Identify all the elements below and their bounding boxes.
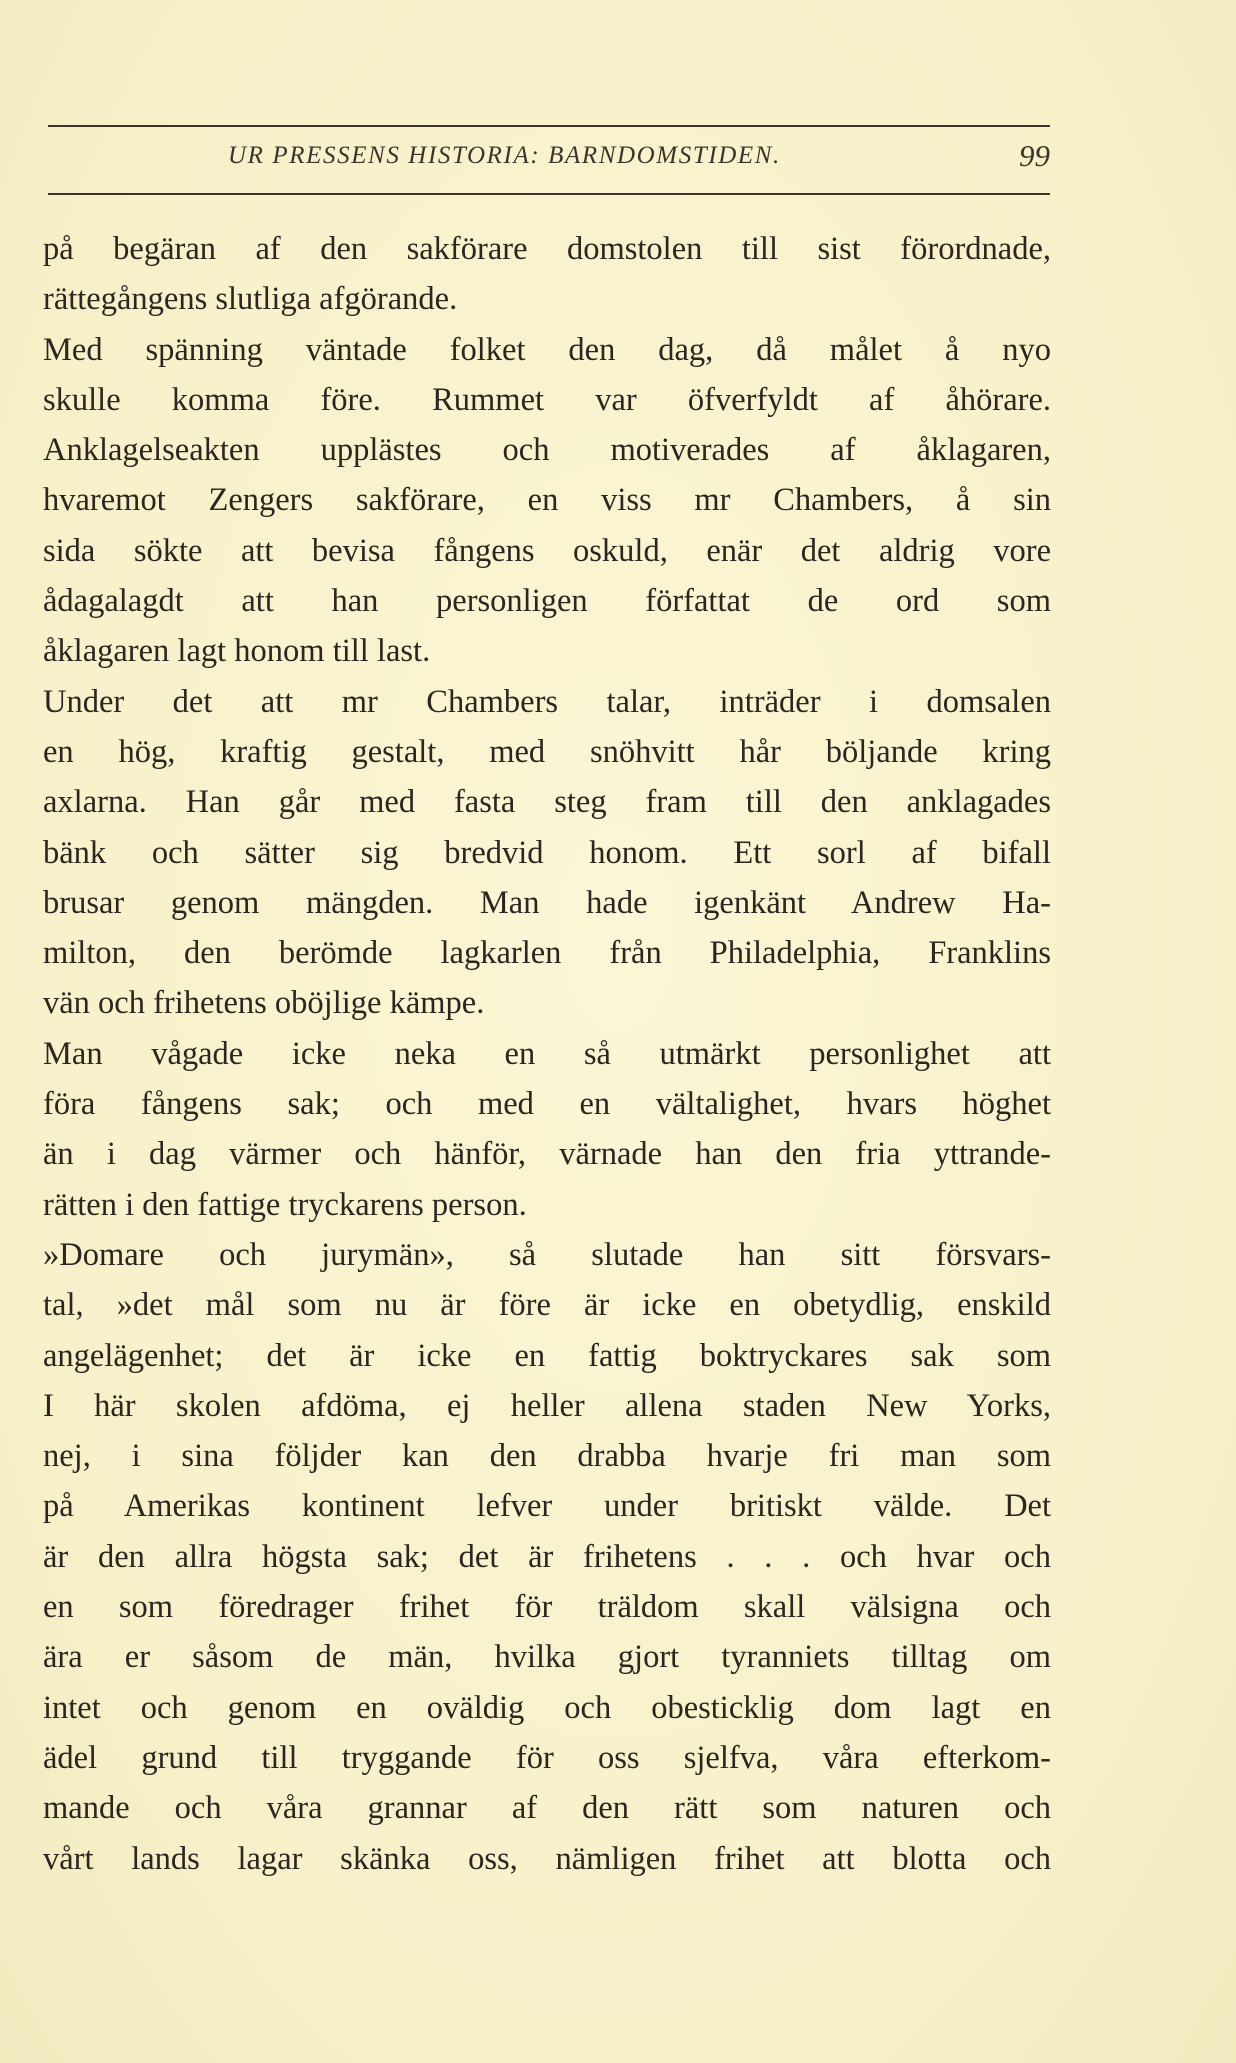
- text-line: brusar genom mängden. Man hade igenkänt Andrew Ha-: [43, 884, 1051, 921]
- header-top-rule: [48, 125, 1050, 127]
- body-text: [43, 224, 1051, 1884]
- text-line: är den allra högsta sak; det är frihetens . . . och hvar och: [43, 1538, 1051, 1575]
- text-line: ära er såsom de män, hvilka gjort tyranniets tilltag om: [43, 1639, 1051, 1676]
- text-line: en som föredrager frihet för träldom skall välsigna och: [43, 1589, 1051, 1626]
- text-line: på begäran af den sakförare domstolen till sist förordnade,: [43, 231, 1051, 267]
- text-line: tal, »det mål som nu är före är icke en obetydlig, enskild: [43, 1287, 1051, 1324]
- header-bottom-rule: [48, 193, 1050, 195]
- text-line: en hög, kraftig gestalt, med snöhvitt hår böljande kring: [43, 733, 1051, 770]
- text-line: Under det att mr Chambers talar, inträder i domsalen: [43, 683, 1051, 720]
- text-line: på Amerikas kontinent lefver under britiskt välde. Det: [43, 1488, 1051, 1525]
- text-line: hvaremot Zengers sakförare, en viss mr Chambers, å sin: [43, 482, 1051, 519]
- text-line: »Domare och jurymän», så slutade han sitt försvars-: [43, 1236, 1051, 1273]
- text-line: Med spänning väntade folket den dag, då målet å nyo: [43, 331, 1051, 368]
- text-line: vän och frihetens oböjlige kämpe.: [43, 985, 485, 1022]
- text-line: Anklagelseakten upplästes och motiverades af åklagaren,: [43, 432, 1051, 469]
- text-line: milton, den berömde lagkarlen från Philadelphia, Franklins: [43, 935, 1051, 972]
- text-line: sida sökte att bevisa fångens oskuld, enär det aldrig vore: [43, 532, 1051, 569]
- text-line: axlarna. Han går med fasta steg fram till den anklagades: [43, 784, 1051, 821]
- running-head: [48, 138, 1050, 182]
- text-line: intet och genom en oväldig och obesticklig dom lagt en: [43, 1689, 1051, 1726]
- text-line: ådagalagdt att han personligen författat de ord som: [43, 583, 1051, 620]
- text-line: än i dag värmer och hänför, värnade han den fria yttrande-: [43, 1136, 1051, 1173]
- text-line: rätten i den fattige tryckarens person.: [43, 1186, 527, 1223]
- text-line: bänk och sätter sig bredvid honom. Ett sorl af bifall: [43, 834, 1051, 871]
- running-head-title: UR PRESSENS HISTORIA: BARNDOMSTIDEN.: [228, 142, 781, 169]
- text-line: ädel grund till tryggande för oss sjelfva, våra efterkom-: [43, 1739, 1051, 1776]
- page-number: 99: [1019, 138, 1050, 173]
- text-line: rättegångens slutliga afgörande.: [43, 281, 458, 318]
- text-line: angelägenhet; det är icke en fattig boktryckares sak som: [43, 1337, 1051, 1374]
- text-line: mande och våra grannar af den rätt som naturen och: [43, 1790, 1051, 1827]
- text-line: föra fångens sak; och med en vältalighet, hvars höghet: [43, 1086, 1051, 1123]
- text-line: skulle komma före. Rummet var öfverfyldt af åhörare.: [43, 381, 1051, 418]
- text-line: I här skolen afdöma, ej heller allena staden New Yorks,: [43, 1387, 1051, 1424]
- text-line: nej, i sina följder kan den drabba hvarje fri man som: [43, 1438, 1051, 1475]
- text-line: Man vågade icke neka en så utmärkt personlighet att: [43, 1035, 1051, 1072]
- text-line: vårt lands lagar skänka oss, nämligen frihet att blotta och: [43, 1840, 1051, 1877]
- text-line: åklagaren lagt honom till last.: [43, 633, 431, 670]
